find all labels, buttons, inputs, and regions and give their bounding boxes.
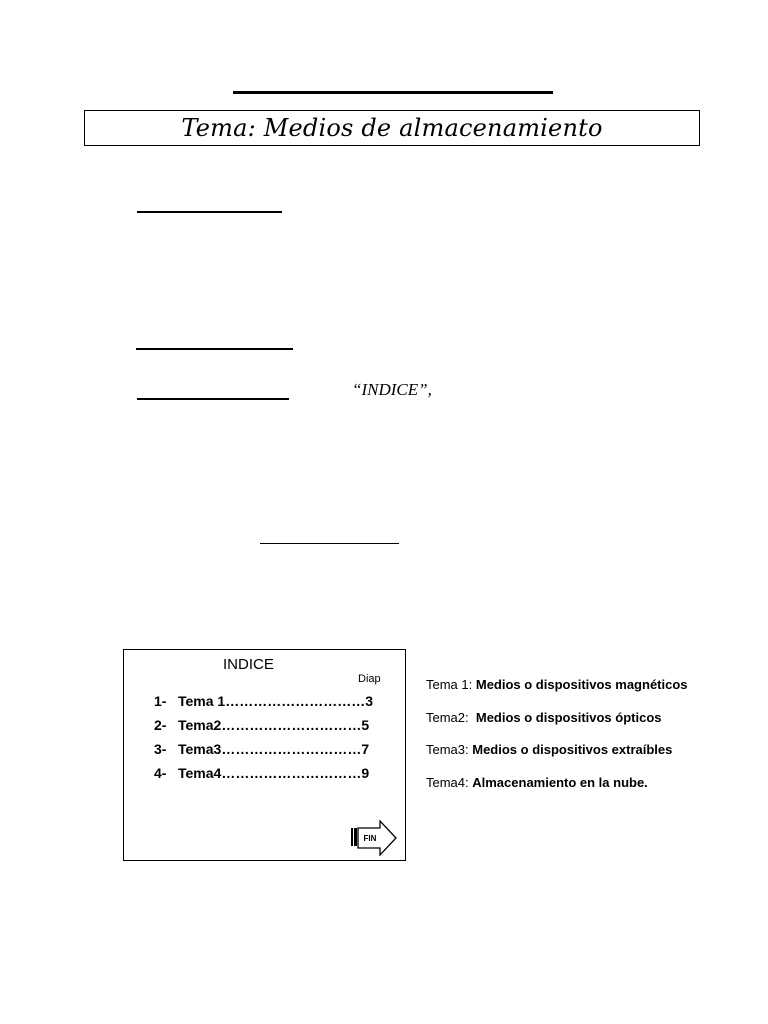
toc-item-number: 4- — [154, 765, 167, 781]
topic-prefix: Tema 1: — [426, 677, 476, 692]
toc-item-label: Tema 1…………………………3 — [178, 693, 373, 709]
blank-line-1 — [137, 211, 282, 213]
slide-diap-label: Diap — [358, 673, 381, 685]
toc-list — [154, 692, 373, 788]
header-rule — [233, 91, 553, 94]
index-slide — [123, 649, 406, 861]
topic-text: Medios o dispositivos extraíbles — [472, 742, 673, 758]
topic-item — [426, 774, 688, 807]
topic-list — [426, 676, 688, 806]
toc-item-number: 1- — [154, 693, 167, 709]
blank-line-3 — [137, 398, 289, 400]
toc-item-label: Tema3…………………………7 — [178, 741, 370, 757]
toc-item-label: Tema4…………………………9 — [178, 765, 370, 781]
slide-title: INDICE — [223, 656, 274, 673]
topic-text: Almacenamiento en la nube. — [472, 774, 648, 790]
topic-text: Medios o dispositivos magnéticos — [475, 677, 688, 692]
topic-item — [426, 741, 688, 774]
blank-line-4 — [260, 543, 399, 544]
topic-item — [426, 709, 688, 742]
topic-prefix: Tema2: — [426, 709, 476, 725]
topic-item — [426, 676, 688, 709]
toc-item[interactable] — [154, 692, 373, 716]
toc-item[interactable] — [154, 740, 373, 764]
fin-arrow-button[interactable] — [350, 820, 398, 856]
topic-prefix: Tema3: — [426, 742, 473, 758]
title-box — [84, 110, 700, 146]
fin-label: FIN — [363, 834, 377, 843]
indice-quote: “INDICE”, — [352, 380, 432, 399]
topic-text: Medios o dispositivos ópticos — [475, 709, 662, 725]
blank-line-2 — [136, 348, 293, 350]
toc-item-number: 2- — [154, 717, 167, 733]
page-title: Tema: Medios de almacenamiento — [181, 114, 603, 142]
toc-item[interactable] — [154, 716, 373, 740]
toc-item-label: Tema2…………………………5 — [178, 717, 370, 733]
toc-item-number: 3- — [154, 741, 167, 757]
toc-item[interactable] — [154, 764, 373, 788]
topic-prefix: Tema4: — [426, 774, 473, 790]
